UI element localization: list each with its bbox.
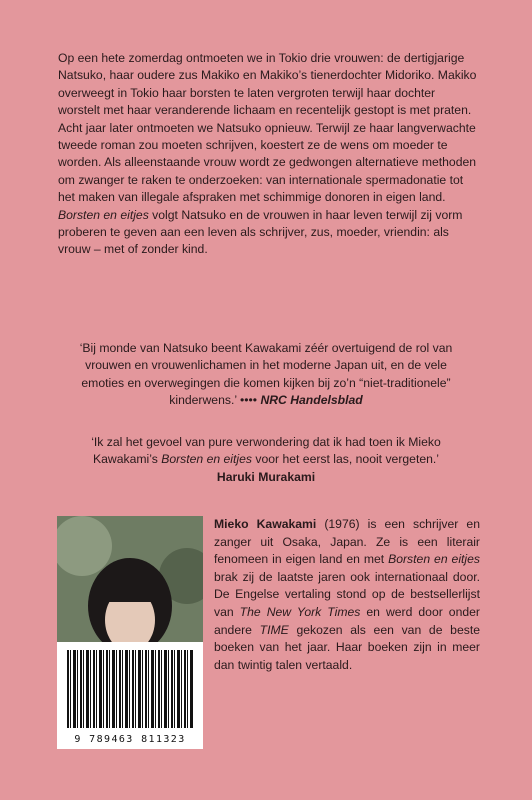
back-cover-blurb: [58, 50, 478, 259]
bio-text: gekozen als een van de beste boeken van het jaar. Haar boeken zijn in meer dan twintig talen vertaald.: [214, 622, 480, 672]
newspaper-title: The New York Times: [239, 604, 361, 619]
isbn-number: 9 789463 811323: [74, 734, 186, 745]
author-bio: [214, 516, 480, 674]
review-quote-nrc: [66, 340, 466, 410]
barcode: [57, 642, 203, 749]
blurb-paragraph-1: Op een hete zomerdag ontmoeten we in Tokio drie vrouwen: de dertigjarige Natsuko, haar oudere zus Makiko en Makiko’s tienerdochter Midoriko. Makiko overweegt in Tokio haar borsten te laten vergroten terwijl haar dochter worstelt met haar veranderende lichaam en recentelijk gestopt is met praten.: [58, 51, 477, 118]
book-title: Borsten en eitjes: [58, 207, 149, 222]
blurb-paragraph-3-text: volgt Natsuko en de vrouwen in haar leven terwijl zij vorm proberen te geven aan een leven als schrijver, zus, moeder, vriendin: als vrouw – met of zonder kind.: [58, 207, 463, 257]
book-title: Borsten en eitjes: [388, 552, 480, 567]
blurb-paragraph-2: Acht jaar later ontmoeten we Natsuko opnieuw. Terwijl ze haar langverwachte tweede roman zou moeten schrijven, koestert ze de wens om moeder te worden. Als alleenstaande vrouw wordt ze gedwongen alternatieve methoden om zwanger te raken te onderzoeken: van internationale spermadonatie tot het maken van illegale afspraken met schimmige donoren in eigen land.: [58, 120, 477, 205]
quote-text: ‘Bij monde van Natsuko beent Kawakami zéér overtuigend de rol van vrouwen en vrouwenlichamen in het moderne Japan uit, en de vele emoties en overwegingen die komen kijken bij zo’n “niet-traditionele” kinderwens.’ ••••: [79, 341, 453, 408]
quote-author: Haruki Murakami: [216, 469, 316, 484]
bio-text: (1976) is een schrijver en zanger uit Osaka, Japan. Ze is een literair fenomeen in eigen land en met: [214, 517, 480, 567]
quote-text: ‘Ik zal het gevoel van pure verwondering dat ik had toen ik Mieko Kawakami’s: [91, 435, 441, 467]
author-name: Mieko Kawakami: [214, 517, 317, 531]
review-quote-murakami: [66, 434, 466, 486]
book-title: Borsten en eitjes: [161, 452, 252, 467]
bio-text: brak zij de laatste jaren ook internationaal door. De Engelse vertaling stond op de bestsellerlijst van: [214, 569, 480, 619]
magazine-title: TIME: [259, 622, 289, 637]
barcode-bars: [67, 650, 193, 728]
bio-text: en werd door onder andere: [214, 604, 480, 637]
blurb-paragraph-3: [58, 207, 478, 259]
quote-text: voor het eerst las, nooit vergeten.’: [252, 452, 439, 467]
quote-source: NRC Handelsblad: [260, 393, 363, 408]
